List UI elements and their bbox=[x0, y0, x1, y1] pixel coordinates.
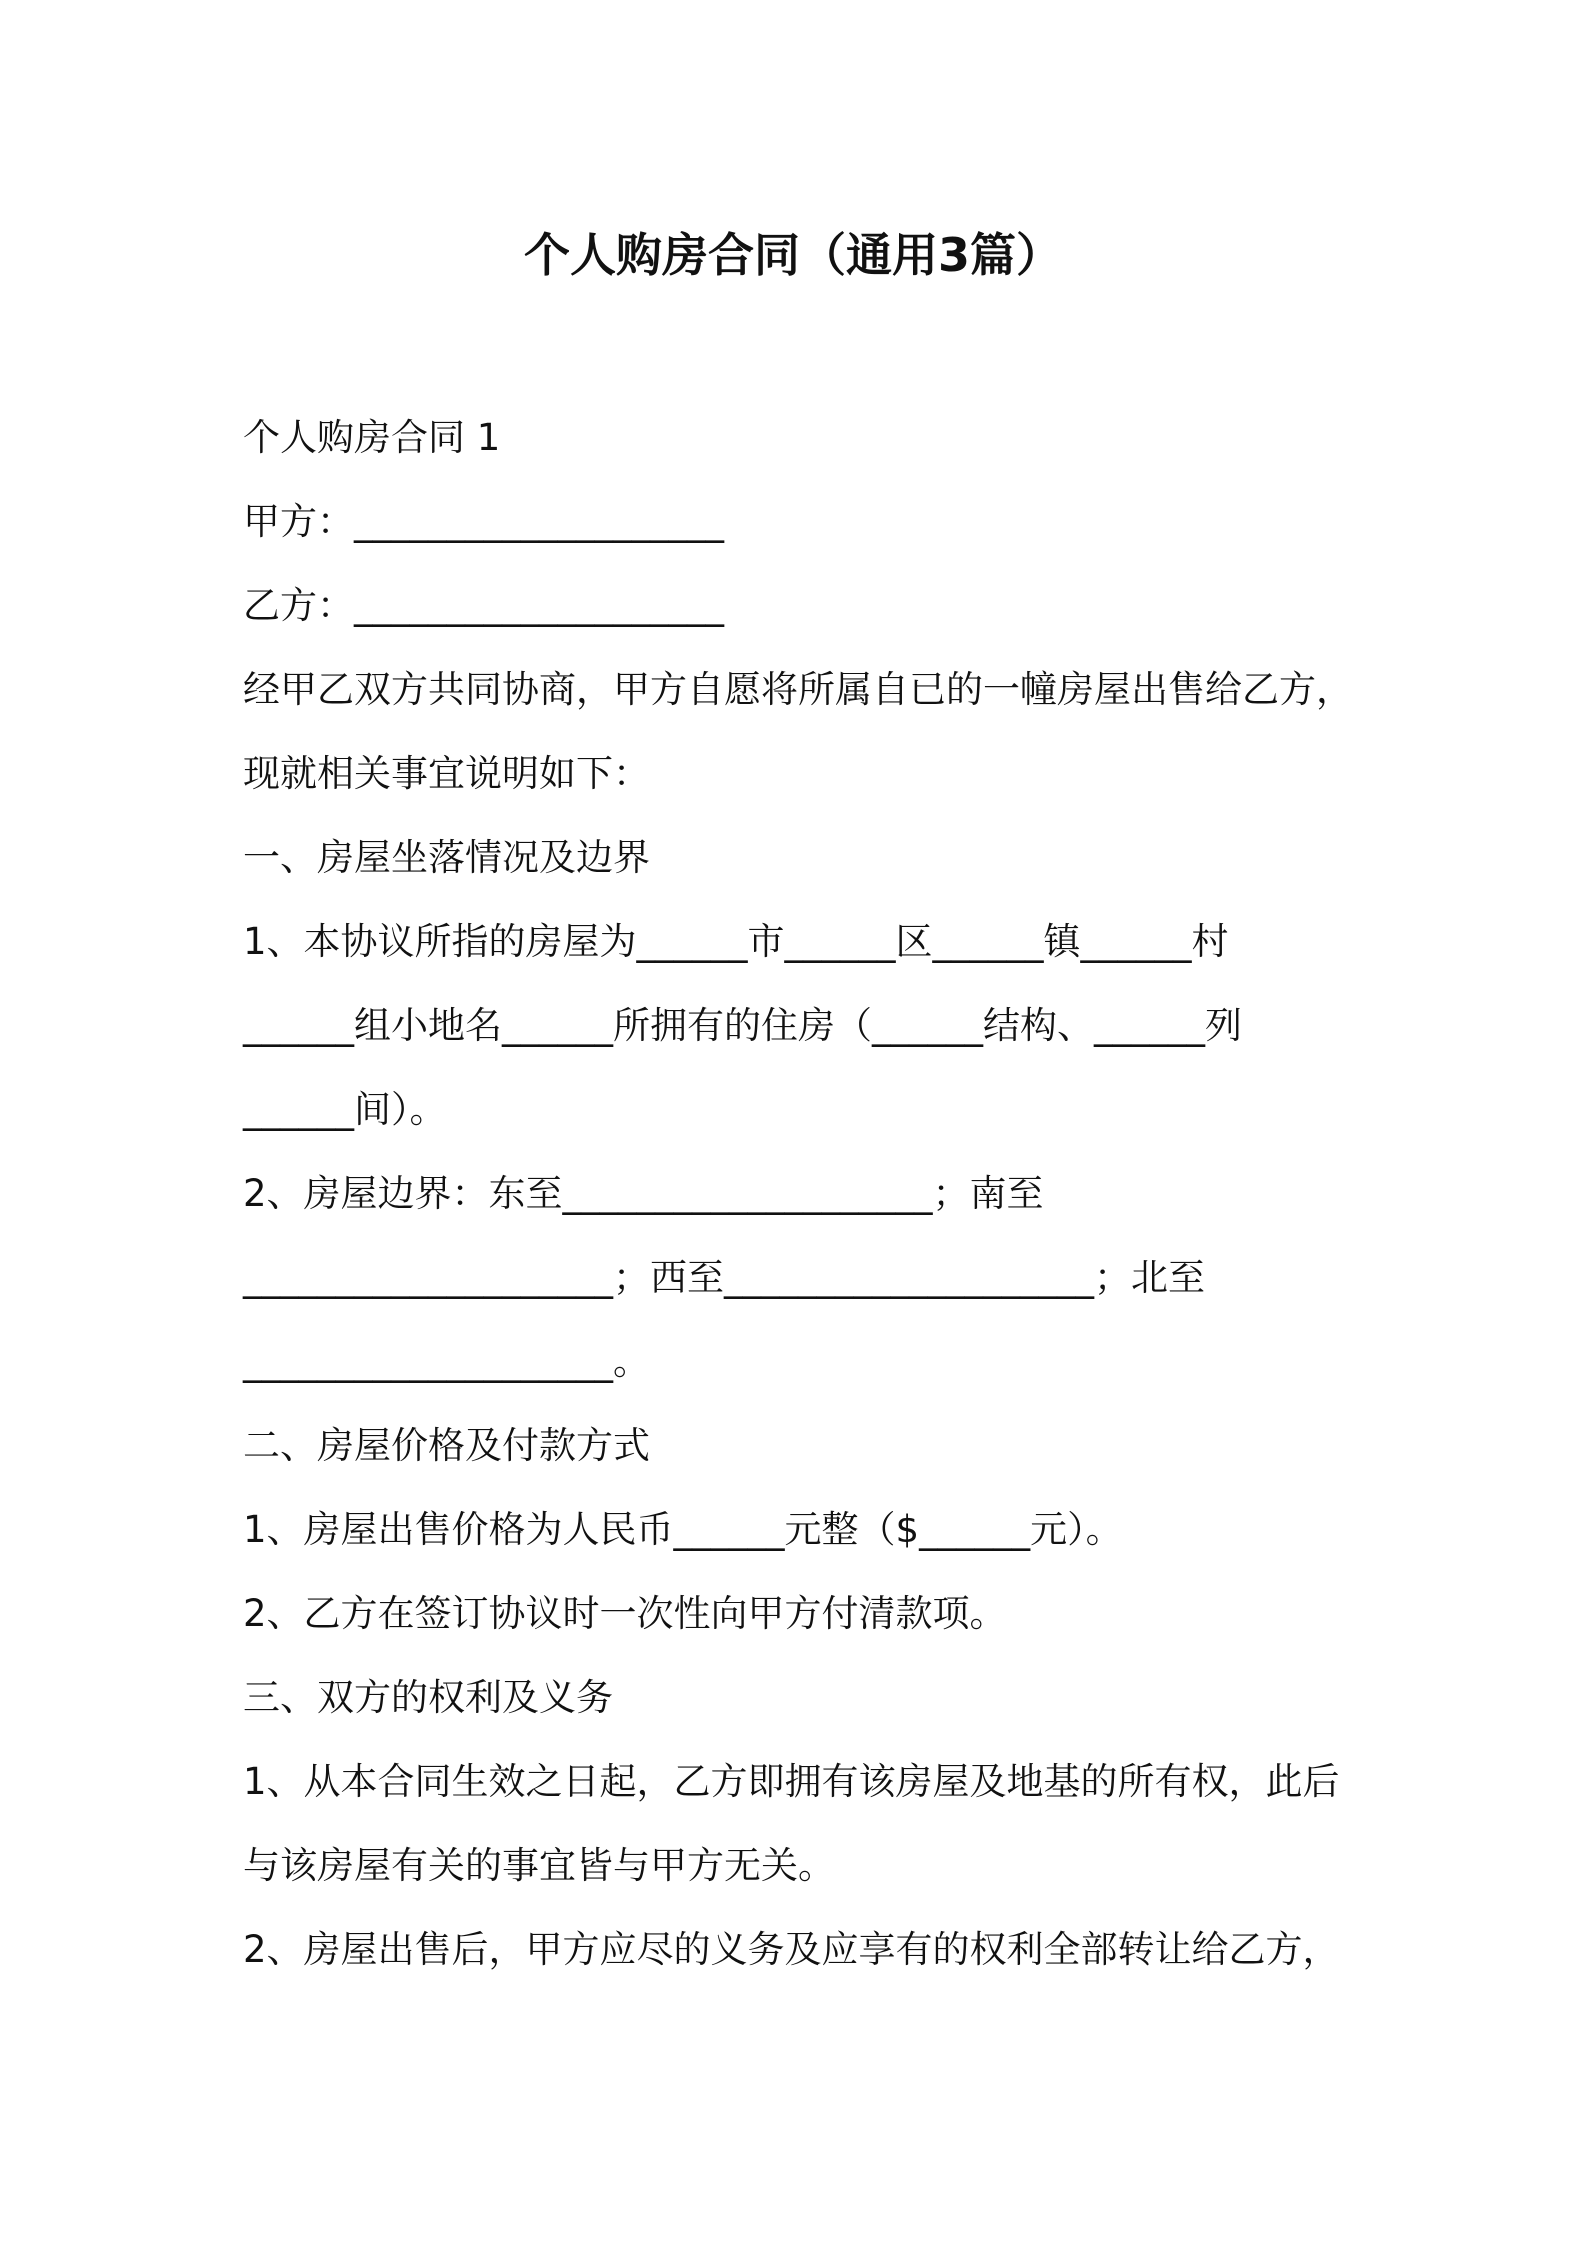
paragraph-line: 经甲乙双方共同协商，甲方自愿将所属自已的一幢房屋出售给乙方， bbox=[243, 668, 1353, 711]
section-heading: 二、房屋价格及付款方式 bbox=[243, 1424, 650, 1467]
paragraph-line: 2、房屋边界：东至____________________；南至 bbox=[243, 1172, 1044, 1215]
section-heading: 一、房屋坐落情况及边界 bbox=[243, 836, 650, 879]
paragraph-line: 现就相关事宜说明如下： bbox=[243, 752, 650, 795]
party-b-line: 乙方：____________________ bbox=[243, 584, 724, 627]
paragraph-line: 2、乙方在签订协议时一次性向甲方付清款项。 bbox=[243, 1592, 1007, 1635]
paragraph-line: 1、本协议所指的房屋为______市______区______镇______村 bbox=[243, 920, 1229, 963]
document-title: 个人购房合同（通用3篇） bbox=[523, 228, 1062, 282]
paragraph-line: 1、房屋出售价格为人民币______元整（$______元）。 bbox=[243, 1508, 1123, 1551]
paragraph-line: 与该房屋有关的事宜皆与甲方无关。 bbox=[243, 1844, 835, 1887]
paragraph-line: ______组小地名______所拥有的住房（______结构、______列 bbox=[243, 1004, 1242, 1047]
party-a-line: 甲方：____________________ bbox=[243, 500, 724, 543]
paragraph-line: ____________________。 bbox=[243, 1340, 650, 1383]
paragraph-line: 2、房屋出售后，甲方应尽的义务及应享有的权利全部转让给乙方， bbox=[243, 1928, 1340, 1971]
section-heading: 三、双方的权利及义务 bbox=[243, 1676, 613, 1719]
paragraph-line: 1、从本合同生效之日起，乙方即拥有该房屋及地基的所有权，此后 bbox=[243, 1760, 1340, 1803]
paragraph-line: ____________________；西至____________________；北至 bbox=[243, 1256, 1205, 1299]
paragraph-line: ______间）。 bbox=[243, 1088, 447, 1131]
contract-subtitle: 个人购房合同 1 bbox=[243, 416, 501, 459]
